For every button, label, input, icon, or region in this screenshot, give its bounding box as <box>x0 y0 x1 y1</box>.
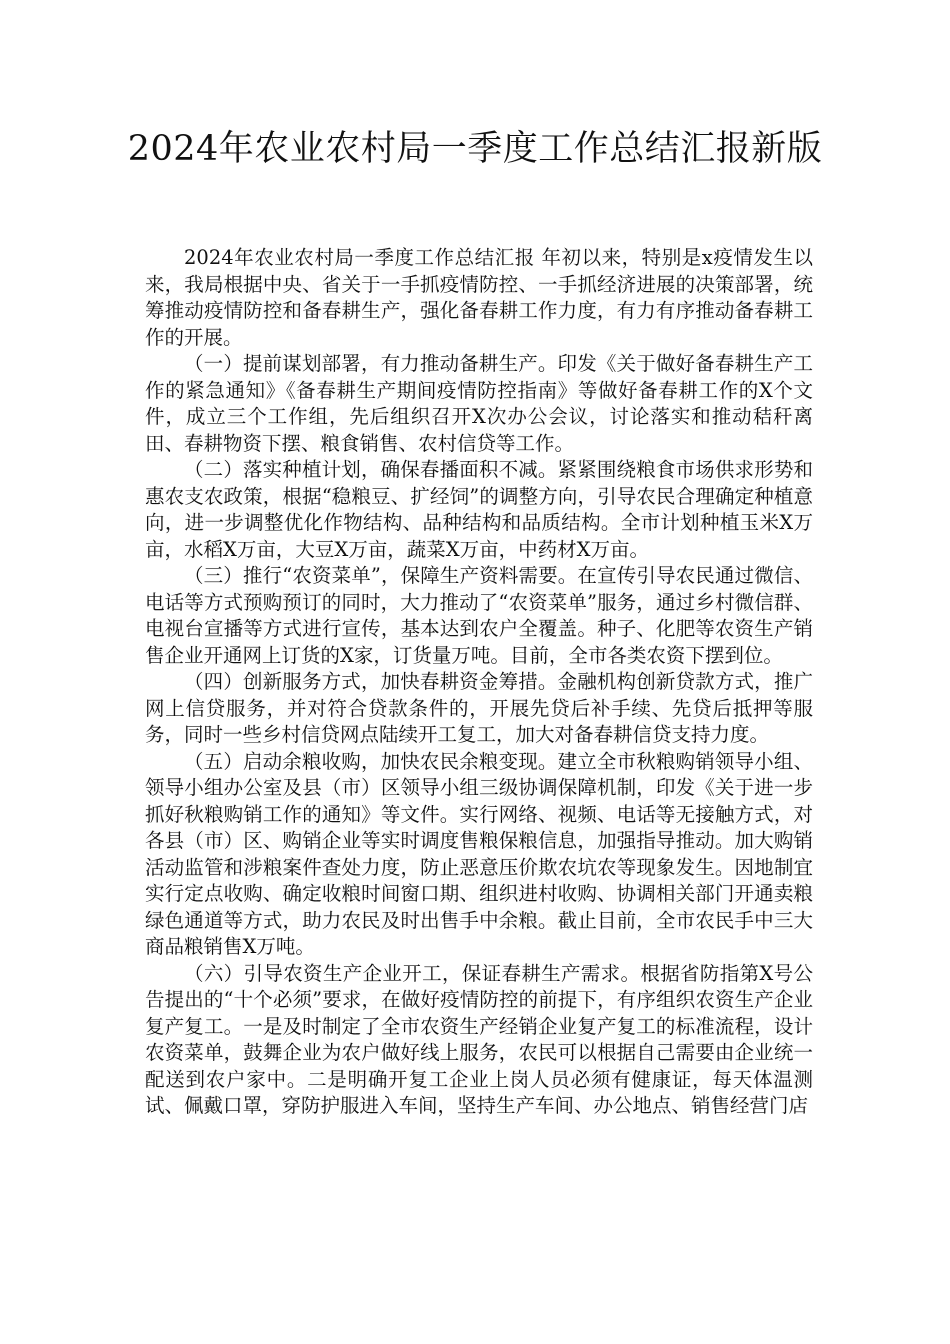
paragraph-intro: 2024年农业农村局一季度工作总结汇报 年初以来，特别是x疫情发生以来，我局根据中央、省关于一手抓疫情防控、一手抓经济进展的决策部署，统筹推动疫情防控和备春耕生产，强化备春耕工作力度，有力有序推动备春耕工作的开展。 <box>145 246 813 349</box>
paragraph-section-1: （一）提前谋划部署，有力推动备耕生产。印发《关于做好备春耕生产工作的紧急通知》《备春耕生产期间疫情防控指南》等做好备春耕工作的X个文件，成立三个工作组，先后组织召开X次办公会议，讨论落实和推动秸秆离田、春耕物资下摆、粮食销售、农村信贷等工作。 <box>145 352 813 455</box>
paragraph-section-5: （五）启动余粮收购，加快农民余粮变现。建立全市秋粮购销领导小组、领导小组办公室及县（市）区领导小组三级协调保障机制，印发《关于进一步抓好秋粮购销工作的通知》等文件。实行网络、视频、电话等无接触方式，对各县（市）区、购销企业等实时调度售粮保粮信息，加强指导推动。加大购销活动监管和涉粮案件查处力度，防止恶意压价欺农坑农等现象发生。因地制宜实行定点收购、确定收粮时间窗口期、组织进村收购、协调相关部门开通卖粮绿色通道等方式，助力农民及时出售手中余粮。截止目前，全市农民手中三大商品粮销售X万吨。 <box>145 749 813 958</box>
paragraph-section-4: （四）创新服务方式，加快春耕资金筹措。金融机构创新贷款方式，推广网上信贷服务，并对符合贷款条件的，开展先贷后补手续、先贷后抵押等服务，同时一些乡村信贷网点陆续开工复工，加大对备春耕信贷支持力度。 <box>145 670 813 746</box>
paragraph-section-3: （三）推行“农资菜单”，保障生产资料需要。在宣传引导农民通过微信、电话等方式预购预订的同时，大力推动了“农资菜单”服务，通过乡村微信群、电视台宣播等方式进行宣传，基本达到农户全覆盖。种子、化肥等农资生产销售企业开通网上订货的X家，订货量万吨。目前，全市各类农资下摆到位。 <box>145 564 813 667</box>
paragraph-section-6: （六）引导农资生产企业开工，保证春耕生产需求。根据省防指第X号公告提出的“十个必须”要求，在做好疫情防控的前提下，有序组织农资生产企业复产复工。一是及时制定了全市农资生产经销企业复产复工的标准流程，设计农资菜单，鼓舞企业为农户做好线上服务，农民可以根据自己需要由企业统一配送到农户家中。二是明确开复工企业上岗人员必须有健康证，每天体温测试、佩戴口罩，穿防护服进入车间，坚持生产车间、办公地点、销售经营门店 <box>145 961 813 1117</box>
document-title: 2024年农业农村局一季度工作总结汇报新版 <box>127 129 823 169</box>
document-body <box>145 245 813 1120</box>
paragraph-section-2: （二）落实种植计划，确保春播面积不减。紧紧围绕粮食市场供求形势和惠农支农政策，根据“稳粮豆、扩经饲”的调整方向，引导农民合理确定种植意向，进一步调整优化作物结构、品种结构和品质结构。全市计划种植玉米X万亩，水稻X万亩，大豆X万亩，蔬菜X万亩，中药材X万亩。 <box>145 458 813 561</box>
